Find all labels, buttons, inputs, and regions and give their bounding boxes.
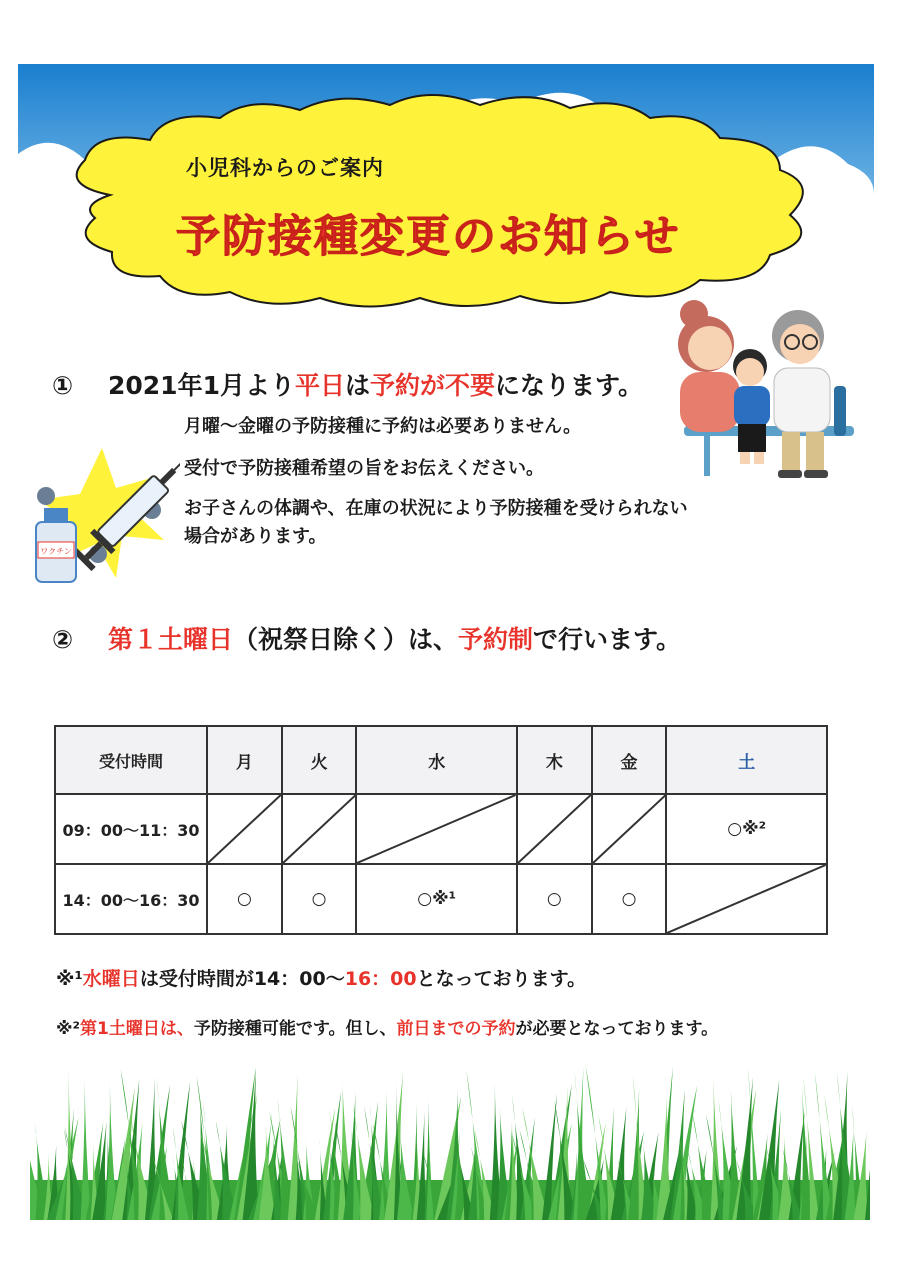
section1-heading-no-reservation: 予約が不要 <box>370 371 496 400</box>
section2-heading-text: （祝祭日除く）は、 <box>233 625 459 654</box>
schedule-cell-unavailable <box>592 794 667 864</box>
row-time: 14：00～16：30 <box>55 864 207 934</box>
doctor-vaccinating-child-illustration <box>664 296 860 482</box>
header-cell-wed: 水 <box>356 726 517 794</box>
schedule-cell-unavailable <box>282 794 357 864</box>
header-cell-sat: 土 <box>666 726 827 794</box>
section1-line: 月曜～金曜の予防接種に予約は必要ありません。 <box>184 416 582 437</box>
section2-heading <box>52 620 681 656</box>
footnote-1-end-time: 16：00 <box>344 968 417 990</box>
section1-line: お子さんの体調や、在庫の状況により予防接種を受けられない <box>184 498 688 519</box>
header-subtitle: 小児科からのご案内 <box>186 156 384 180</box>
schedule-header-row <box>55 726 827 794</box>
footnote-2 <box>56 1014 718 1039</box>
table-row <box>55 864 827 934</box>
vaccine-syringe-illustration <box>24 436 180 596</box>
footnote-1-text: は受付時間が <box>139 968 254 990</box>
section2-heading-end: で行います。 <box>533 625 682 654</box>
schedule-cell-unavailable <box>207 794 282 864</box>
header-cell-fri: 金 <box>592 726 667 794</box>
row-time: 09：00～11：30 <box>55 794 207 864</box>
schedule-cell-available: ○ <box>282 864 357 934</box>
section1-heading-text: 2021年1月より <box>108 371 295 400</box>
section1-heading-particle: は <box>345 371 371 400</box>
footnote-2-text: 予防接種可能です。但し、 <box>193 1019 397 1039</box>
header-cell-time: 受付時間 <box>55 726 207 794</box>
schedule-cell-available: ○ <box>592 864 667 934</box>
schedule-cell-available: ○※¹ <box>356 864 517 934</box>
section1-heading-end: になります。 <box>495 371 644 400</box>
table-row <box>55 794 827 864</box>
page-title: 予防接種変更のお知らせ <box>176 211 681 262</box>
schedule-cell-available: ○ <box>517 864 592 934</box>
section1-line: 場合があります。 <box>184 526 327 547</box>
footnote-1-end: となっております。 <box>416 968 587 990</box>
title-cloud <box>0 0 900 330</box>
schedule-cell-unavailable <box>356 794 517 864</box>
schedule-cell-unavailable <box>517 794 592 864</box>
schedule-cell-unavailable <box>666 864 827 934</box>
footnote-1-start-time: 14：00～ <box>253 968 345 990</box>
schedule-cell-available: ○※² <box>666 794 827 864</box>
header-cell-tue: 火 <box>282 726 357 794</box>
footnote-1-mark: ※¹ <box>56 968 83 990</box>
section1-line: 受付で予防接種希望の旨をお伝えください。 <box>184 458 544 479</box>
section1-heading <box>52 366 643 402</box>
section2-heading-first-saturday: 第１土曜日 <box>108 625 234 654</box>
footnote-2-first-saturday: 第1土曜日は、 <box>79 1019 194 1039</box>
footnote-1-wednesday: 水曜日 <box>82 968 140 990</box>
footnote-2-end: が必要となっております。 <box>515 1019 719 1039</box>
footnote-2-mark: ※² <box>56 1019 80 1039</box>
schedule-table <box>54 725 828 935</box>
section1-heading-weekday: 平日 <box>294 371 345 400</box>
section2-heading-reservation: 予約制 <box>458 625 534 654</box>
header-cell-thu: 木 <box>517 726 592 794</box>
header-cell-mon: 月 <box>207 726 282 794</box>
grass-decoration <box>30 1060 870 1220</box>
section2-number: ② <box>52 625 74 654</box>
footnote-1 <box>56 964 586 991</box>
vaccine-bottle-label: ワクチン <box>40 547 72 556</box>
schedule-cell-available: ○ <box>207 864 282 934</box>
footnote-2-reservation: 前日までの予約 <box>396 1019 516 1039</box>
section1-number: ① <box>52 371 74 400</box>
